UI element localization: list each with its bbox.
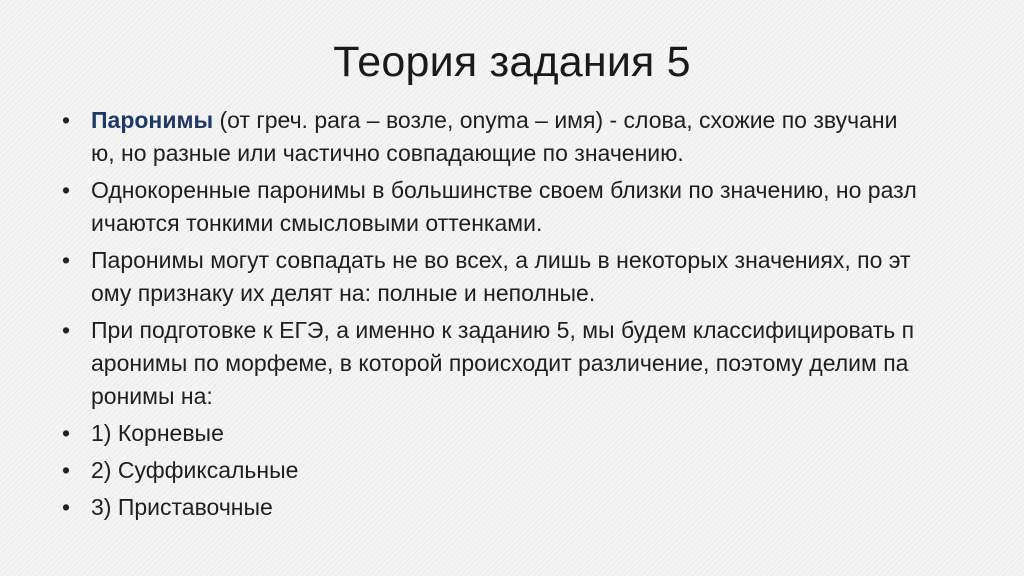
bullet-text: (от греч. para – возле, onyma – имя) - слова, схожие по звучанию, но разные или частично совпадающие по значению.: [91, 107, 898, 166]
bullet-item: [62, 454, 942, 487]
slide-title: Теория задания 5: [333, 38, 691, 86]
bullet-icon: •: [62, 317, 71, 343]
bullet-text: Однокоренные паронимы в большинстве своем близки по значению, но различаются тонкими смысловыми оттенками.: [91, 177, 917, 236]
bullet-icon: •: [62, 247, 71, 273]
bullet-list: [62, 104, 942, 528]
bullet-item: [62, 491, 942, 524]
bullet-text: Паронимы могут совпадать не во всех, а лишь в некоторых значениях, по этому признаку их делят на: полные и неполные.: [91, 247, 911, 306]
bullet-item: [62, 104, 921, 170]
bullet-icon: •: [62, 457, 71, 483]
bullet-item: [62, 244, 921, 310]
bullet-icon: •: [62, 107, 71, 133]
bullet-item: [62, 314, 921, 413]
bullet-item: [62, 417, 942, 450]
bullet-text: 1) Корневые: [91, 420, 224, 446]
bullet-text: При подготовке к ЕГЭ, а именно к заданию 5, мы будем классифицировать паронимы по морфеме, в которой происходит различение, поэтому делим паронимы на:: [91, 317, 915, 409]
bullet-text: 2) Суффиксальные: [91, 457, 299, 483]
bullet-text: 3) Приставочные: [91, 494, 273, 520]
bullet-icon: •: [62, 494, 71, 520]
bullet-icon: •: [62, 177, 71, 203]
bullet-item: [62, 174, 921, 240]
term-paronyms: Паронимы: [91, 107, 214, 133]
bullet-icon: •: [62, 420, 71, 446]
